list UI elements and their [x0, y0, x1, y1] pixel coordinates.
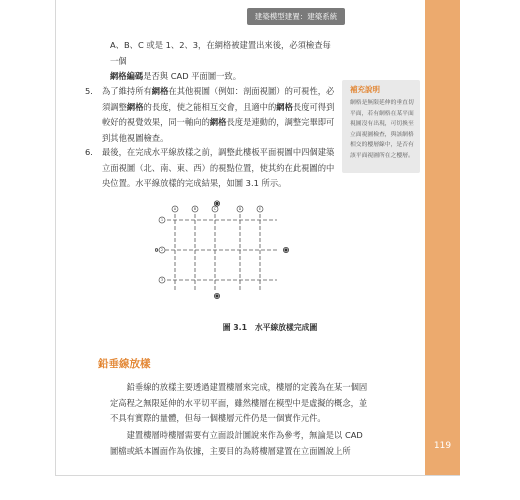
- supplement-note-box: [342, 80, 420, 173]
- item5-term-2: 網格: [126, 101, 144, 112]
- chapter-side-strip: [425, 0, 460, 475]
- list-number-6: 6.: [85, 147, 93, 157]
- section-paragraph-2: 建置樓層時樓層需要有立面設計圖說來作為參考，無論是以 CAD 圖檔或紙本圖面作為依據，主要目的為將樓層建置在立面圖說上所: [110, 430, 363, 456]
- section-paragraph-1: 鉛垂線的放樣主要透過建置樓層來完成，樓層的定義為在某一個固定高程之無限延伸的水平切平面，雖然樓層在模型中是虛擬的概念，並不具有實際的量體，但每一個樓層元件仍是一個實作元件。: [110, 382, 368, 423]
- item5-text-5: 長度是連動的，調整完畢即可到其他視圖檢查。: [102, 117, 335, 143]
- page-number: 119: [433, 441, 452, 451]
- south-elevation-marker: [214, 293, 219, 298]
- grid-label-b: B: [193, 207, 197, 212]
- figure-caption: 圖 3.1 水平線放樣完成圖: [222, 323, 318, 332]
- grid-label-2: 2: [160, 248, 164, 253]
- grid-label-e: E: [258, 207, 262, 212]
- grid-label-c: C: [213, 207, 217, 212]
- page-edge: [55, 0, 56, 475]
- grid-label-1: 1: [160, 218, 164, 223]
- continuation-line1: A、B、C 或是 1、2、3，在網格被建置出來後，必須檢查每一個: [110, 40, 331, 66]
- grid-label-3: 3: [160, 278, 164, 283]
- grid-label-d: D: [238, 207, 242, 212]
- item5-term-1: 網格: [151, 86, 169, 96]
- list-text-5: [102, 84, 337, 146]
- list-number-5: 5.: [85, 86, 93, 96]
- list-text-6: 最後，在完成水平線放樣之前，調整此樓板平面視圖中四個建築立面視圖（北、南、東、西）的視點位置，使其約在此視圖的中央位置。水平線放樣的完成結果，如圖 3.1 所示。: [102, 147, 335, 188]
- grid-label-a: A: [173, 207, 177, 212]
- item5-text-4: 長度可得到較好的視覺效果，同一軸向的: [102, 101, 335, 127]
- supplement-note-title: 補充說明: [350, 85, 380, 94]
- north-elevation-marker: [214, 201, 219, 206]
- east-elevation-marker: [283, 247, 288, 252]
- continuation-term: 網格編碼: [110, 71, 144, 81]
- west-elevation-marker: [155, 249, 158, 252]
- item5-text-1: 為了維持所有: [102, 86, 152, 96]
- grid-plan-figure: [155, 200, 295, 300]
- item5-term-3: 網格: [276, 101, 293, 112]
- chapter-header-tab: 建築模型建置：建築系統: [247, 8, 345, 25]
- item5-text-2: 在其他視圖（例如：剖面視圖）的可視性，必須調整: [102, 86, 335, 112]
- item5-text-3: 的長度，使之能相互交會，且適中的: [143, 101, 277, 112]
- continuation-line2: 是否與 CAD 平面圖一致。: [143, 71, 242, 81]
- page-bottom-rule: [55, 475, 460, 476]
- section-heading: 鉛垂線放樣: [98, 358, 151, 370]
- item5-term-4: 網格: [209, 117, 227, 127]
- supplement-note-body: 網格是無限延伸的垂直切平面，若有網格在某平面視圖沒有出現，可切換至立面視圖檢查，與該網格相交的樓層線中，是否有該平面視圖所在之樓層。: [350, 100, 414, 159]
- continuation-paragraph: [110, 38, 335, 85]
